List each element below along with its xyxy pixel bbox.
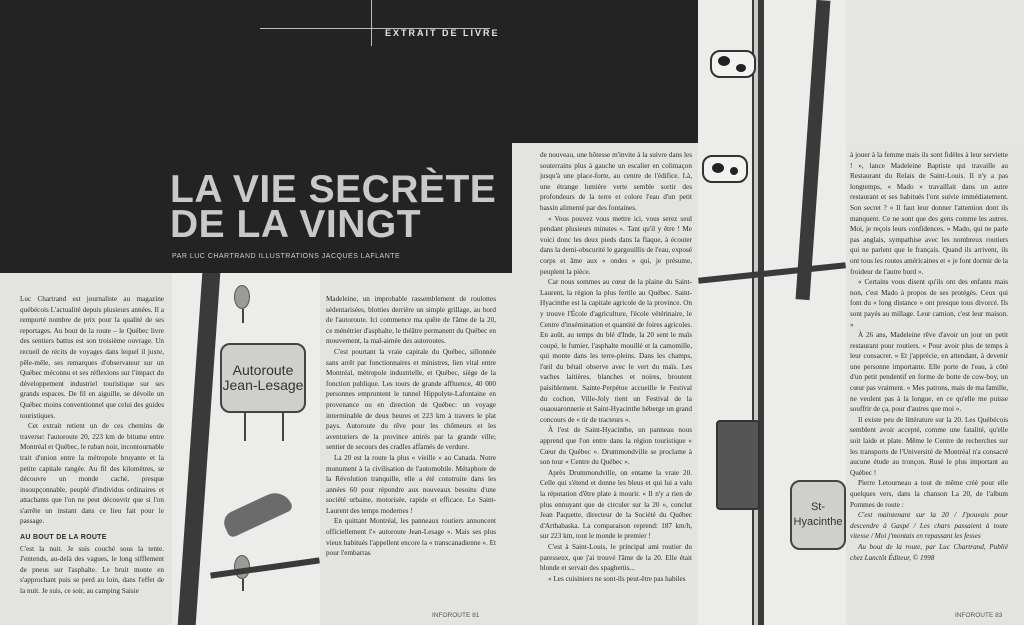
- col3-paragraph-5: Après Drummondville, on entame la vraie 20. Celle qui s'étend et donne les bleus et qui lui a valu la réputation d'être plate à mourir. « Il n'y a rien de plus ennuyant que de circuler sur la 20 », conclut Jean Paquette, directeur de la Société du Québec d'Arthabaska. La comparaison reprend: 187 km/h, sur 223 km, tout le monde le premier !: [540, 468, 692, 541]
- col1-paragraph-3: C'est la nuit. Je suis couché sous la tente. J'entends, au-delà des vagues, le long sifflement de pneus sur l'asphalte. Le bruit monte en s'approchant puis se perd au loin, dans l'effet de la nuit. Je suis, ce soir, au camping Saisie: [20, 544, 164, 596]
- column-4: [850, 150, 1008, 604]
- col2-paragraph-3: La 20 est la route la plus « vieille » au Canada. Notre monument à la civilisation de l'automobile. Métaphore de la Révolution tranquille, elle a été construite dans les années 60 pour répondre aux nouveaux besoins d'une société urbaine, motorisée, rapide et efficace. Le Saint-Laurent des temps modernes !: [326, 453, 496, 515]
- sign-post-right: [282, 413, 284, 441]
- col2-paragraph-2: C'est pourtant la vraie capitale du Québec, sillonnée sans arrêt par fonctionnaires et ministres, lien vital entre Montréal, métropole industrielle, et Québec, siège de la fonction publique. Les tours de grande affluence, 40 000 personnes empruntent le tunnel Hippolyte-Lafontaine en provenance ou en direction de Québec: un voyage interminable de deux heures et 223 km à travers le plat pays. Autoroute du rêve pour les chômeurs et les aventuriers de la province attirés par la grande ville; sentier de secours des cradles affamés de verdure.: [326, 347, 496, 452]
- section-heading: AU BOUT DE LA ROUTE: [20, 534, 107, 542]
- col4-paragraph-4: Il existe peu de littérature sur la 20. Les Québécois semblent avoir accepté, comme une fatalité, qu'elle soit laide et plate. Même le Centre de recherches sur les transports de l'Université de Montréal n'a consacré aucune étude au tronçon. Rusé le plus important au Québec !: [850, 415, 1008, 477]
- folio-left: INFOROUTE 81: [432, 612, 480, 619]
- column-3: [540, 150, 692, 612]
- col3-paragraph-2: « Vous pouvez vous mettre ici, vous serez seul pendant plusieurs minutes ». Tant qu'il y être ! Me voici donc les deux pieds dans la flaque, à écouter dans la demi-obscurité le gargouillis de l'eau, exposé corps et âme aux « ondes » qui, je présume, peuplent la pièce.: [540, 214, 692, 276]
- folio-right: INFOROUTE 83: [955, 612, 1003, 619]
- col4-paragraph-5: Pierre Letourneau a tout de même créé pour elle quelques vers, dans la chanson La 20, de l'album Pommes de route :: [850, 479, 1008, 509]
- road-cross: [698, 262, 846, 283]
- col3-paragraph-7: « Les cuisiniers ne sont-ils peut-être pas habiles: [548, 574, 686, 583]
- illustration-right: [698, 0, 846, 625]
- kicker-label: EXTRAIT DE LIVRE: [385, 28, 500, 38]
- illustration-left: [172, 273, 320, 625]
- col3-paragraph-6: C'est à Saint-Louis, le principal ami routier du paresseux, que j'ai trouvé l'âme de la 20. Elle était blonde et servait des spaghettis...: [540, 542, 692, 573]
- col4-paragraph-3: À 26 ans, Madeleine rêve d'avoir un jour un petit restaurant pour routiers. « Pour avoir plus de temps à leur consacrer. » Et j'apprécie, en attendant, à devenir une personne importante. Elle porte de l'eau, à côté d'un petit pendentif en forme de botte de cow-boy, un cœur pas vraiment. « Mes patrons, mais de ma famille, ne veulent pas à la longue, en ce qu'elle me puisse souffrir de ça, pour d'autres que moi ».: [850, 331, 1008, 414]
- col2-paragraph-4: En quittant Montréal, les panneaux routiers annoncent officiellement l'« autoroute Jean-Lesage ». Mais ses plus vieux habitués l'appellent encore la « transcanadienne ». Et pour l'embarras: [326, 517, 496, 558]
- autoroute-sign: Autoroute Jean-Lesage: [220, 343, 306, 413]
- cow-icon-2: [702, 155, 748, 183]
- byline: PAR LUC CHARTRAND ILLUSTRATIONS JACQUES LAFLANTE: [172, 253, 401, 260]
- col1-paragraph-2: Cet extrait retient un de ces chemins de traverse: l'autoroute 20, 223 km de bitume entre Montréal et Québec, le ruban noir, incontournable trait d'union entre la métropole bruyante et la petite capitale rangée. Au fil des kilomètres, se découvre un monde caché, presque insoupçonnable, peuplé d'individus ordinaires et attachants que l'on ne peut découvrir que si l'on s'arrête un instant dans ce lieu fait pour le passage.: [20, 422, 164, 526]
- col3-paragraph-4: À l'est de Saint-Hyacinthe, un panneau nous apprend que l'on entre dans la région touristique « Cœur du Québec ». Drummondville se proclame à son tour « Centre du Québec ».: [540, 426, 692, 467]
- column-1: [20, 294, 164, 612]
- tree-trunk-2: [242, 579, 244, 591]
- title-line-1: LA VIE SECRÈTE: [170, 168, 497, 211]
- column-2: [326, 294, 496, 612]
- article-title: [170, 168, 497, 246]
- sign-post-left: [244, 413, 246, 441]
- truck-icon: [716, 420, 760, 510]
- col2-paragraph-1: Madeleine, un improbable rassemblement de roulottes sédentarisées, blotties derrière un simple grillage, au bord de l'autoroute. Ici commence ma quête de l'âme de la 20, ce ménétrier d'asphalte, le théâtre permanent du Québec en mouvement, la mal-aimée des autoroutes.: [326, 295, 496, 346]
- col4-paragraph-1: à jouer à la femme mais ils sont fidèles à leur serviette ! », lance Madeleine Baptiste qui travaille au Restaurant du Relais de Saint-Louis. Il n'y a pas longtemps, « Mado » travaillait dans un autre restaurant et ses habitués l'ont suivie immédiatement. Son secret ? « Il faut leur donner l'attention dont ils manquent. Ce ne sont que des gens comme les autres. Moi, je reçois leurs confidences. » Mado, qui ne parle pas anglais, sympathise avec les nombreux routiers qui ne parlent que le français. Quand ils arrivent, ils ont tous les routes américaines et « je font dormir de la froideur de l'autre bord ».: [850, 151, 1008, 276]
- song-lyrics: C'est maintenant sur la 20 / J'pouvais pour descendre à Gaspé / Les chars passaient à toute vitesse / Moi j'montais en repassant les fesses: [850, 511, 1008, 541]
- col3-paragraph-3: Car nous sommes au cœur de la plaine du Saint-Laurent, la région la plus fertile au Québec. Saint-Hyacinthe est la capitale agricole de la province. On y trouve l'École d'agriculture, l'école vétérinaire, le Centre d'insémination et quantité de foires agricoles. En août, au temps du blé d'Inde, la 20 sent le maïs coupé, le fumier, l'asphalte mouillé et la camomille, qui monte dans les terre-pleins. Dans les champs, l'œil du bétail observe avec le vert du maïs. Les vaches laitières, blanches et noires, broutent paisiblement. Sainte-Perpétue accueille le Festival du cochon, Ville-Joly tient un Festival de la ouaouaronnerie et Saint-Hyacinthe héberge un grand concours de « tir de tracteurs ».: [540, 278, 692, 424]
- cow-icon: [710, 50, 756, 78]
- right-page-top-margin: [846, 0, 1024, 143]
- road-center-line: [754, 0, 758, 625]
- header-band-right: [512, 0, 700, 143]
- road-curve: [210, 557, 320, 578]
- col3-paragraph-1: de nouveau, une hôtesse m'invite à la suivre dans les souterrains plus à gauche un escalier en colimaçon jusqu'à une place-forte, au centre de l'édifice. Là, une étrange lumière verte semble sortir des profondeurs de la terre et colore l'eau d'un petit bassin alimenté par des fontaines.: [540, 151, 692, 212]
- st-hyacinthe-sign: St-Hyacinthe: [790, 480, 846, 550]
- car-icon: [220, 487, 294, 538]
- col4-paragraph-2: « Certains vous disent qu'ils ont des enfants mais non, c'est Mado à propos de ses protégés. Ceux qui font du « long distance » ont presque tous divorcé. Ils sont payés au millage. Leur camion, c'est leur maison. »: [850, 278, 1008, 329]
- book-credit: Au bout de la route, par Luc Chartrand, Publié chez Lanctôt Éditeur, © 1998: [850, 542, 1008, 562]
- title-line-2: DE LA VINGT: [170, 203, 422, 246]
- tree-trunk: [242, 309, 244, 323]
- road-right-2: [796, 0, 831, 300]
- tree-icon: [234, 285, 250, 309]
- col1-paragraph-1: Luc Chartrand est journaliste au magazine québécois L'actualité depuis plusieurs années. Il a remporté nombre de prix pour la qualité de ses reportages. Au bout de la route – le Québec livre des sentiers battus est son troisième ouvrage. Un recueil de récits de voyages dans lequel il juxte, pêle-mêle, ses remarques d'observateur sur un Québec méconnu et ses réflexions sur l'impact du développement industriel touristique sur ses grands espaces. De fil en aiguille, se dévoile un Québec moins conventionnel que celui des guides touristiques.: [20, 295, 164, 420]
- kicker-vertical-rule: [371, 0, 372, 46]
